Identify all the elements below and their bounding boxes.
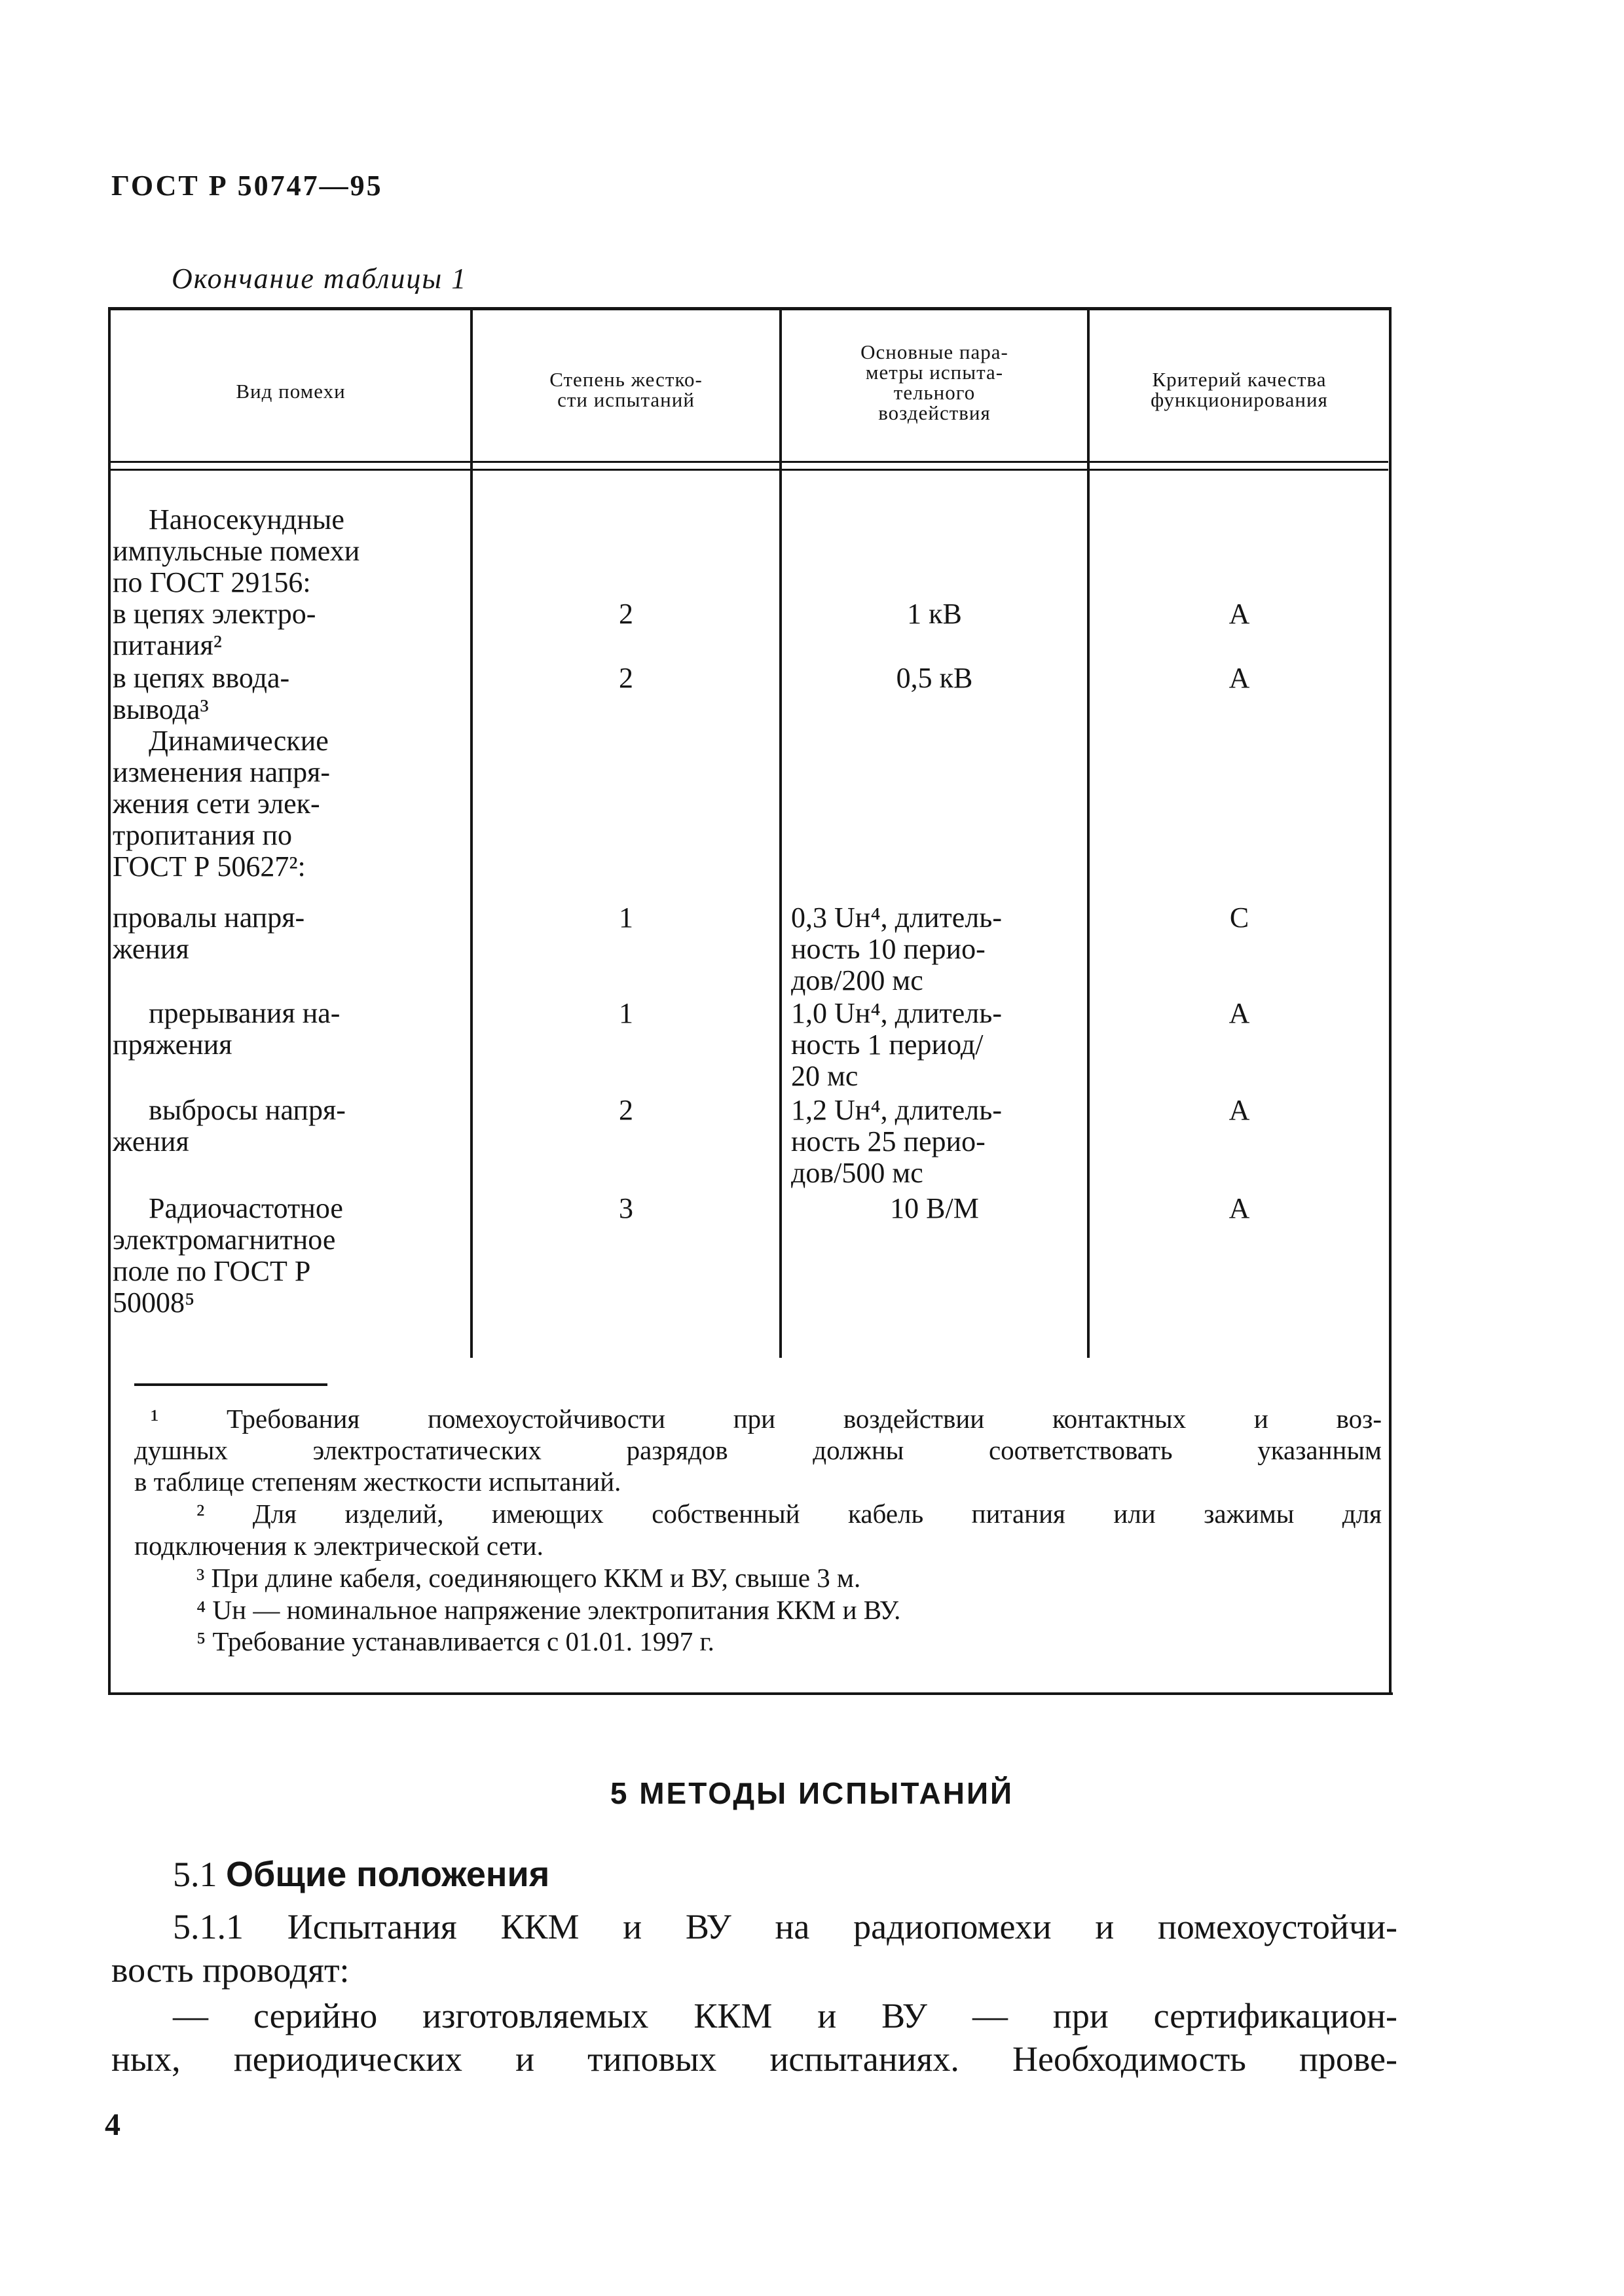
document-code: ГОСТ Р 50747—95 — [111, 170, 383, 202]
page-number: 4 — [105, 2107, 120, 2142]
criterion-value: А — [1228, 1094, 1250, 1126]
parameter-value: 1,2 Uн⁴, длитель- ность 25 перио- дов/500 мс — [791, 1094, 1002, 1189]
paragraph-line: — серийно изготовляемых ККМ и ВУ — при сертификацион- — [173, 1996, 1397, 2035]
footnote-line: душных электростатических разрядов должны соответствовать указанным — [134, 1435, 1382, 1465]
header-double-rule-top — [108, 461, 1388, 463]
criterion-value: С — [1229, 902, 1249, 934]
interference-type-dynamic-voltage: Динамические изменения напря- жения сети элек- тропитания по ГОСТ Р 50627²: — [113, 725, 331, 883]
interference-type-io-circuits: в цепях ввода- вывода³ — [113, 662, 290, 725]
table-bottom-rule — [108, 1692, 1393, 1695]
severity-value: 1 — [619, 997, 633, 1029]
table-right-border — [1389, 307, 1392, 1694]
footnote-separator — [134, 1383, 327, 1386]
footnote-line: ² Для изделий, имеющих собственный кабель питания или зажимы для — [196, 1499, 1382, 1529]
subsection-heading — [173, 1854, 549, 1895]
interference-type-voltage-surges: выбросы напря- жения — [113, 1094, 346, 1157]
footnote-line: ⁴ Uн — номинальное напряжение электропитания ККМ и ВУ. — [196, 1595, 901, 1625]
criterion-value: А — [1228, 662, 1250, 694]
column-header-parameters: Основные пара- метры испыта- тельного воздействия — [860, 340, 1008, 424]
footnote-line: ³ При длине кабеля, соединяющего ККМ и ВУ, свыше 3 м. — [196, 1563, 861, 1593]
parameter-value: 10 В/М — [890, 1192, 979, 1224]
criterion-value: А — [1228, 1192, 1250, 1224]
severity-value: 3 — [619, 1192, 633, 1224]
table-caption: Окончание таблицы 1 — [172, 263, 468, 295]
subsection-title: Общие положения — [226, 1855, 550, 1894]
criterion-value: А — [1228, 598, 1250, 630]
subsection-number: 5.1 — [173, 1855, 217, 1894]
interference-type-voltage-dips: провалы напря- жения — [113, 902, 305, 965]
criterion-value: А — [1228, 997, 1250, 1029]
footnote-line: ¹ Требования помехоустойчивости при воздействии контактных и воз- — [151, 1404, 1382, 1434]
interference-type-rf-field: Радиочастотное электромагнитное поле по ГОСТ Р 50008⁵ — [113, 1192, 343, 1319]
column-header-criterion: Критерий качества функционирования — [1151, 368, 1328, 411]
parameter-value: 0,3 Uн⁴, длитель- ность 10 перио- дов/200 мс — [791, 902, 1002, 996]
interference-type-nanosecond: Наносекундные импульсные помехи по ГОСТ 29156: — [113, 503, 360, 598]
footnote-line: в таблице степеням жесткости испытаний. — [134, 1467, 621, 1497]
paragraph-line: ных, периодических и типовых испытаниях. Необходимость прове- — [111, 2039, 1397, 2079]
table-top-rule — [108, 307, 1392, 310]
interference-type-voltage-interruptions: прерывания на- пряжения — [113, 997, 341, 1061]
column-header-severity: Степень жестко- сти испытаний — [549, 368, 703, 411]
interference-type-power-circuits: в цепях электро- питания² — [113, 598, 316, 661]
paragraph-line: вость проводят: — [111, 1950, 350, 1990]
severity-value: 2 — [619, 598, 633, 630]
parameter-value: 0,5 кВ — [896, 662, 973, 694]
parameter-value: 1,0 Uн⁴, длитель- ность 1 период/ 20 мс — [791, 997, 1002, 1092]
header-double-rule-bottom — [108, 469, 1388, 471]
column-header-interference-type: Вид помехи — [236, 380, 346, 403]
parameter-value: 1 кВ — [907, 598, 962, 630]
severity-value: 2 — [619, 662, 633, 694]
paragraph-line: 5.1.1 Испытания ККМ и ВУ на радиопомехи и помехоустойчи- — [173, 1907, 1397, 1946]
severity-value: 1 — [619, 902, 633, 934]
footnote-line: подключения к электрической сети. — [134, 1531, 544, 1561]
footnote-line: ⁵ Требование устанавливается с 01.01. 1997 г. — [196, 1626, 714, 1656]
table-left-border — [108, 307, 111, 1694]
section-title: 5 МЕТОДЫ ИСПЫТАНИЙ — [610, 1776, 1014, 1810]
severity-value: 2 — [619, 1094, 633, 1126]
